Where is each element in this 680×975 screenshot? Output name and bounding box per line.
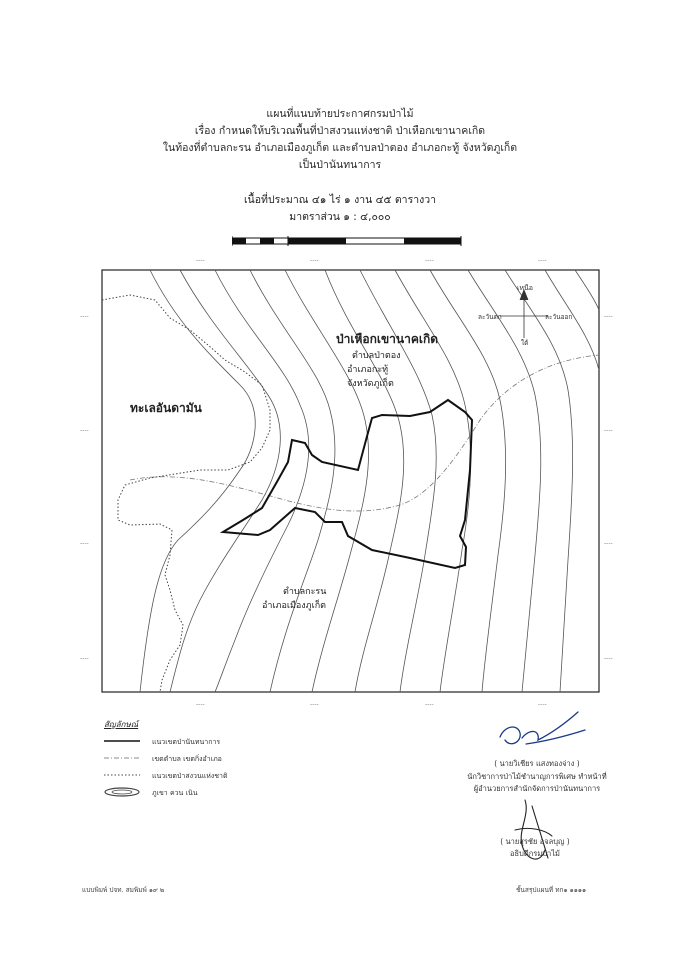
grid-tick: ---- [604,540,613,547]
signatory-1-title-2: ผู้อำนวยการสำนักจัดการป่านันทนาการ [473,784,601,793]
legend-title: สัญลักษณ์ [104,720,139,729]
signatory-2-title: อธิบดีกรมป่าไม้ [510,849,560,858]
forest-province: จังหวัดภูเก็ต [347,379,394,389]
karon-district: อำเภอเมืองภูเก็ต [262,601,326,611]
grid-tick: ---- [80,655,89,662]
forest-district: อำเภอกะทู้ [347,365,389,375]
west-label: ละวันตก [478,313,502,321]
legend-symbols [104,741,140,796]
legend-label-reserve: แนวเขตป่าสงวนแห่งชาติ [152,772,228,780]
area-wa-value: ๔๕ [375,194,392,206]
north-label: เหนือ [517,284,533,292]
header-line-2: เรื่อง กำหนดให้บริเวณพื้นที่ป่าสงวนแห่งชาติ ป่าเหือกเขานาคเกิด [194,125,486,137]
grid-tick: ---- [80,427,89,434]
header-line-1: แผนที่แนบท้ายประกาศกรมป่าไม้ [266,108,414,120]
karon-subdistrict: ตำบลกะรน [283,587,327,597]
south-label: ใต้ [521,339,529,347]
area-ngan-value: ๑ [344,194,351,206]
grid-tick: ---- [538,257,547,264]
grid-tick: ---- [196,257,205,264]
area-prefix: เนื้อที่ประมาณ [243,194,309,206]
header-line-4: เป็นป่านันทนาการ [298,159,382,171]
grid-tick: ---- [604,313,613,320]
grid-tick: ---- [425,701,434,708]
area-wa-unit: ตารางวา [394,194,437,206]
grid-tick: ---- [425,257,434,264]
forest-subdistrict: ตำบลป่าตอง [352,351,401,361]
grid-tick: ---- [310,257,319,264]
grid-tick: ---- [604,427,613,434]
grid-ticks [80,257,613,708]
header-line-3: ในท้องที่ตำบลกะรน อำเภอเมืองภูเก็ต และตำบลป่าตอง อำเภอกะทู้ จังหวัดภูเก็ต [162,142,518,154]
scale-value: ๑ : ๔,๐๐๐ [343,211,391,223]
grid-tick: ---- [538,701,547,708]
footer-right: ชั้นสรุปแผนที่ ทก๑ ๑๑๑๑ [516,886,587,894]
signatory-2-name: ( นายสุรชัย อจลบุญ ) [500,837,570,846]
footer-left: แบบพิมพ์ ปจท. สมพิมพ์ ๑๙ ๒ [82,886,165,894]
reserve-forest-boundary [102,295,270,692]
forest-title: ป่าเหือกเขานาคเกิด [336,332,439,346]
grid-tick: ---- [80,540,89,547]
east-label: ละวันออก [545,313,573,321]
area-ngan-unit: งาน [354,194,373,206]
area-rai-value: ๔๑ [311,194,327,206]
scale-label: มาตราส่วน [289,211,340,223]
legend-symbol-hill [105,788,139,796]
signatory-1-title-1: นักวิชาการป่าไม้ชำนาญการพิเศษ ทำหน้าที่ [467,772,607,781]
grid-tick: ---- [196,701,205,708]
grid-tick: ---- [604,655,613,662]
grid-tick: ---- [80,313,89,320]
legend-label-subdistrict: เขตตำบล เขตกิ่งอำเภอ [152,755,222,763]
signatory-1-name: ( นายวิเชียร แสงทองจ่าง ) [494,759,580,768]
legend-label-recreation: แนวเขตป่านันทนาการ [152,738,221,746]
legend-label-hill: ภูเขา ควน เนิน [152,789,198,797]
sea-label: ทะเลอันดามัน [130,401,202,415]
area-rai-unit: ไร่ [329,194,341,206]
signature-1 [500,712,585,744]
grid-tick: ---- [310,701,319,708]
